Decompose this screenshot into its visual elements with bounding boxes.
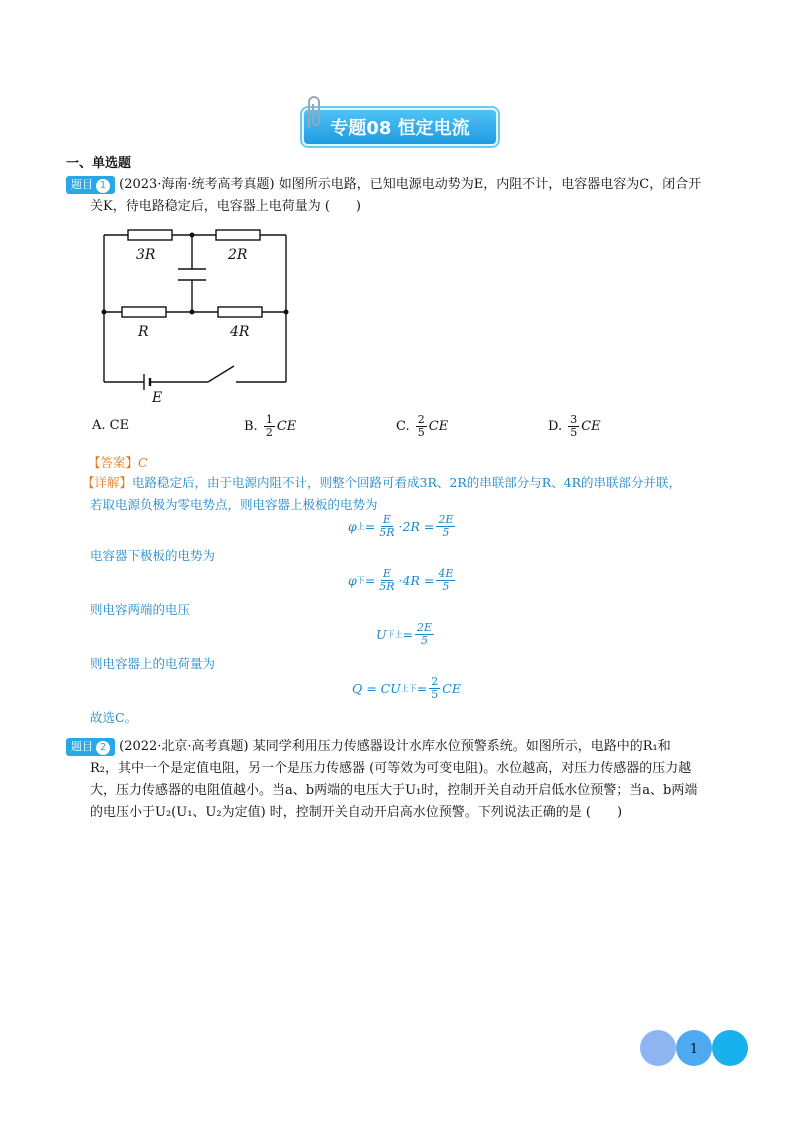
label-E: E	[152, 390, 163, 404]
page-title: 专题08 恒定电流	[302, 108, 498, 146]
label-4R: 4R	[230, 324, 250, 340]
circuit-diagram	[96, 224, 296, 404]
question-1-line2: 关K，待电路稳定后，电容器上电荷量为 ( )	[90, 199, 361, 214]
question-tag: 题目 2	[66, 738, 115, 756]
question-tag: 题目 1	[66, 176, 115, 194]
label-2R: 2R	[228, 247, 248, 263]
question-1	[66, 174, 746, 218]
label-3R: 3R	[136, 247, 156, 263]
equation-3: U 下上 = $\frac{2E}{5}$	[376, 621, 433, 647]
answer: 【答案】C	[88, 455, 148, 470]
label-R: R	[138, 324, 149, 340]
solution-line-5: 则电容器上的电荷量为	[90, 656, 216, 671]
page-number: 1	[689, 1042, 699, 1057]
option-a: A. CE	[92, 418, 130, 433]
solution-conclusion: 故选C。	[90, 710, 138, 725]
question-1-line1: (2023·海南·统考高考真题) 如图所示电路，已知电源电动势为E，内阻不计，电容器电容为C，闭合开	[119, 177, 702, 192]
resistor-R	[122, 307, 166, 317]
switch-K	[208, 366, 234, 382]
equation-4: Q = CU 上下 = $\frac{2}{5}$ CE	[352, 675, 461, 701]
resistor-2R	[216, 230, 260, 240]
section-heading: 一、单选题	[66, 156, 132, 171]
page-number-badge	[638, 1030, 754, 1070]
option-b: B. $\frac{1}{2}$ CE	[244, 413, 297, 439]
equation-1: φ 上 = $\frac{E}{5R}$ ·2R = $\frac{2E}{5}$	[348, 513, 454, 539]
option-d: D. $\frac{3}{5}$ CE	[548, 413, 601, 439]
option-c: C. $\frac{2}{5}$ CE	[396, 413, 449, 439]
solution-line-4: 则电容两端的电压	[90, 602, 191, 617]
solution-line-3: 电容器下极板的电势为	[90, 548, 216, 563]
solution-text: 【详解】电路稳定后，由于电源内阻不计，则整个回路可看成3R、2R的串联部分与R、4R的串联部分并联， 若取电源负极为零电势点，则电容器上极板的电势为	[82, 475, 682, 512]
question-2: 题目 2 (2022·北京·高考真题) 某同学利用压力传感器设计水库水位预警系统。如图所示，电路中的R₁和 R₂，其中一个是定值电阻，另一个是压力传感器 (可等效为可变电阻)。水位越高，对压力传感器的压力越 大，压力传感器的电阻值越小。当a、b两端的电压大于U₁时，控制开关自动开启低水位预警；当a、b两端 的电压小于U₂(U₁、U₂为定值) 时，控制开关自动开启高水位预警。下列说法正确的是 ( )	[66, 736, 756, 824]
resistor-3R	[128, 230, 172, 240]
equation-2: φ 下 = $\frac{E}{5R}$ ·4R = $\frac{4E}{5}$	[348, 567, 454, 593]
paperclip-icon	[302, 94, 324, 130]
resistor-4R	[218, 307, 262, 317]
